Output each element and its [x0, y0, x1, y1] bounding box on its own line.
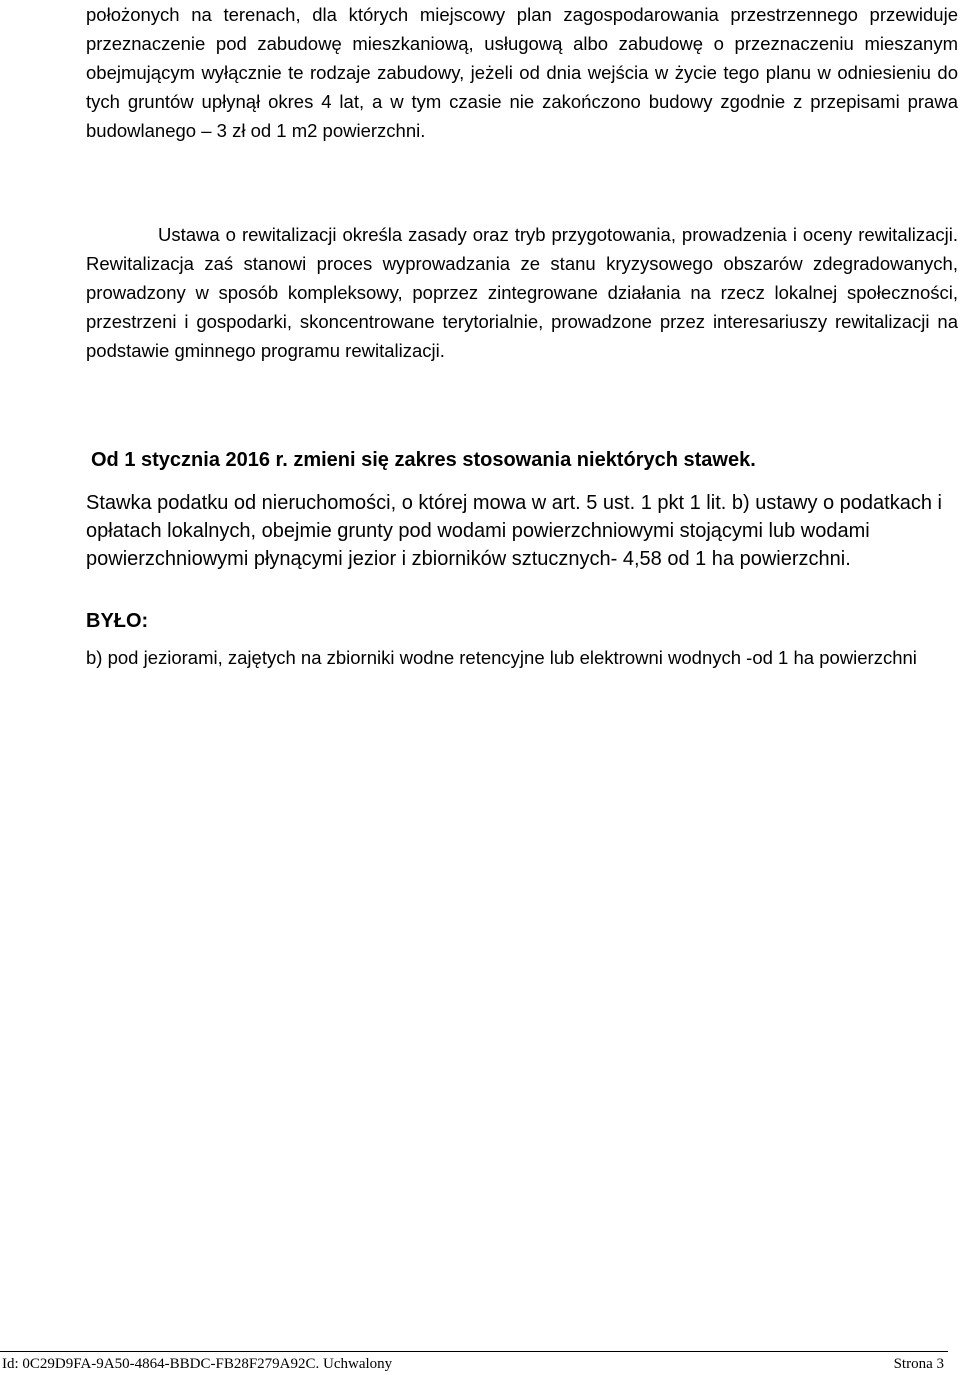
paragraph-rewitalizacja: Ustawa o rewitalizacji określa zasady oraz tryb przygotowania, prowadzenia i oceny rewitalizacji. Rewitalizacja zaś stanowi proces wyprowadzania ze stanu kryzysowego obszarów zdegradowanych, prowadzony w sposób kompleksowy, poprzez zintegrowane działania na rzecz lokalnej społeczności, przestrzeni i gospodarki, skoncentrowane terytorialnie, prowadzone przez interesariuszy rewitalizacji na podstawie gminnego programu rewitalizacji.: [86, 224, 958, 361]
paragraph-stawka: Stawka podatku od nieruchomości, o której mowa w art. 5 ust. 1 pkt 1 lit. b) ustawy o podatkach i opłatach lokalnych, obejmie grunty pod wodami powierzchniowymi stojącymi lub wodami powierzchniowymi płynącymi jezior i zbiorników sztucznych- 4,58 od 1 ha powierzchni.: [86, 492, 942, 570]
paragraph-bylo: b) pod jeziorami, zajętych na zbiorniki wodne retencyjne lub elektrowni wodnych -od 1 ha powierzchni: [86, 647, 917, 668]
section-heading: Od 1 stycznia 2016 r. zmieni się zakres stosowania niektórych stawek.: [91, 449, 756, 471]
footer-document-id: Id: 0C29D9FA-9A50-4864-BBDC-FB28F279A92C. Uchwalony: [2, 1356, 393, 1372]
footer-page-number: Strona 3: [893, 1356, 944, 1372]
bylo-label: BYŁO:: [86, 610, 149, 632]
footer-divider: [0, 1351, 948, 1352]
paragraph-continuation: położonych na terenach, dla których miejscowy plan zagospodarowania przestrzennego przewiduje przeznaczenie pod zabudowę mieszkaniową, usługową albo zabudowę o przeznaczeniu mieszanym obejmującym wyłącznie te rodzaje zabudowy, jeżeli od dnia wejścia w życie tego planu w odniesieniu do tych gruntów upłynął okres 4 lat, a w tym czasie nie zakończono budowy zgodnie z przepisami prawa budowlanego – 3 zł od 1 m2 powierzchni.: [86, 4, 958, 141]
